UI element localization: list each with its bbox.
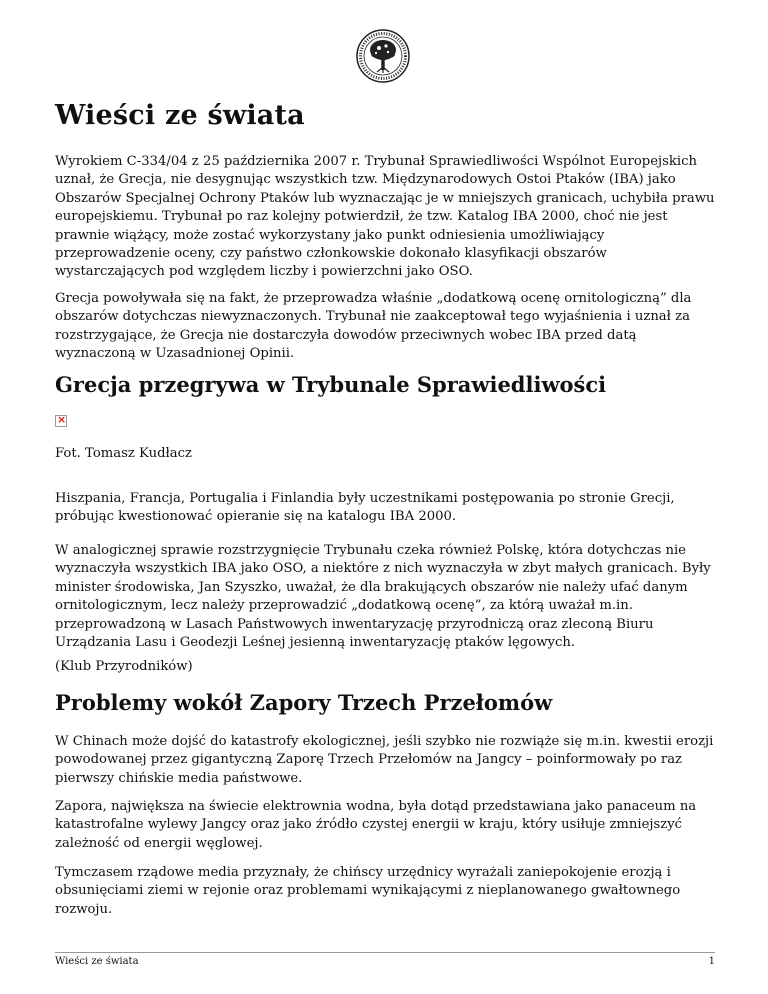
section2-paragraph-2: Zapora, największa na świecie elektrownia wodna, była dotąd przedstawiana jako panaceum na katastrofalne wylewy Jangcy oraz jako źródło czystej energii w kraju, który usiłuje zmniejszyć zależność od energii węglowej. <box>55 799 697 851</box>
section1-source: (Klub Przyrodników) <box>55 659 193 674</box>
broken-image-icon: × <box>57 413 67 426</box>
section-heading-three-gorges: Problemy wokół Zapory Trzech Przełomów <box>55 690 553 715</box>
section-heading-greece: Grecja przegrywa w Trybunale Sprawiedliwości <box>55 372 607 397</box>
intro-paragraph-2: Grecja powoływała się na fakt, że przeprowadza właśnie „dodatkową ocenę ornitologiczną” dla obszarów dotychczas niewyznaczonych. Trybunał nie zaakceptował tego wyjaśnienia i uznał za rozstrzygające, że Grecja nie dostarczyła dowodów przeciwnych wobec IBA przed datą wyznaczoną w Uzasadnionej Opinii. <box>55 291 692 362</box>
tree-seal-logo <box>355 28 411 84</box>
page-number: 1 <box>708 956 715 967</box>
page-title: Wieści ze świata <box>55 100 305 131</box>
intro-paragraph-1: Wyrokiem C-334/04 z 25 października 2007 r. Trybunał Sprawiedliwości Wspólnot Europejskich uznał, że Grecja, nie desygnując wszystkich tzw. Międzynarodowych Ostoi Ptaków (IBA) jako Obszarów Specjalnej Ochrony Ptaków lub wyznaczając je w mniejszych granicach, uchybiła prawu europejskiemu. Trybunał po raz kolejny potwierdził, że tzw. Katalog IBA 2000, choć nie jest prawnie wiążący, może zostać wykorzystany jako punkt odniesienia umożliwiający przeprowadzenie oceny, czy państwo członkowskie dokonało klasyfikacji obszarów wystarczających pod względem liczby i powierzchni jako OSO. <box>55 154 715 280</box>
section1-paragraph-1: Hiszpania, Francja, Portugalia i Finlandia były uczestnikami postępowania po stronie Grecji, próbując kwestionować opieranie się na katalogu IBA 2000. <box>55 491 675 525</box>
footer-divider <box>55 952 715 953</box>
section1-paragraph-2: W analogicznej sprawie rozstrzygnięcie Trybunału czeka również Polskę, która dotychczas nie wyznaczyła wszystkich IBA jako OSO, a niektóre z nich wyznaczyła w zbyt małych granicach. Były minister środowiska, Jan Szyszko, uważał, że dla brakujących obszarów nie należy ufać danym ornitologicznym, lecz należy przeprowadzić „dodatkową ocenę”, za którą uważał m.in. przeprowadzoną w Lasach Państwowych inwentaryzację przyrodniczą oraz zleconą Biuru Urządzania Lasu i Geodezji Leśnej jesienną inwentaryzację ptaków lęgowych. <box>55 543 711 651</box>
footer-title: Wieści ze świata <box>55 956 139 967</box>
section2-paragraph-3: Tymczasem rządowe media przyznały, że chińscy urzędnicy wyrażali zaniepokojenie erozją i obsunięciami ziemi w rejonie oraz problemami wynikającymi z nieplanowanego gwałtownego rozwoju. <box>55 865 681 917</box>
section2-paragraph-1: W Chinach może dojść do katastrofy ekologicznej, jeśli szybko nie rozwiąże się m.in. kwestii erozji powodowanej przez gigantyczną Zaporę Trzech Przełomów na Jangcy – poinformowały po raz pierwszy chińskie media państwowe. <box>55 734 714 786</box>
photo-credit: Fot. Tomasz Kudłacz <box>55 446 193 461</box>
